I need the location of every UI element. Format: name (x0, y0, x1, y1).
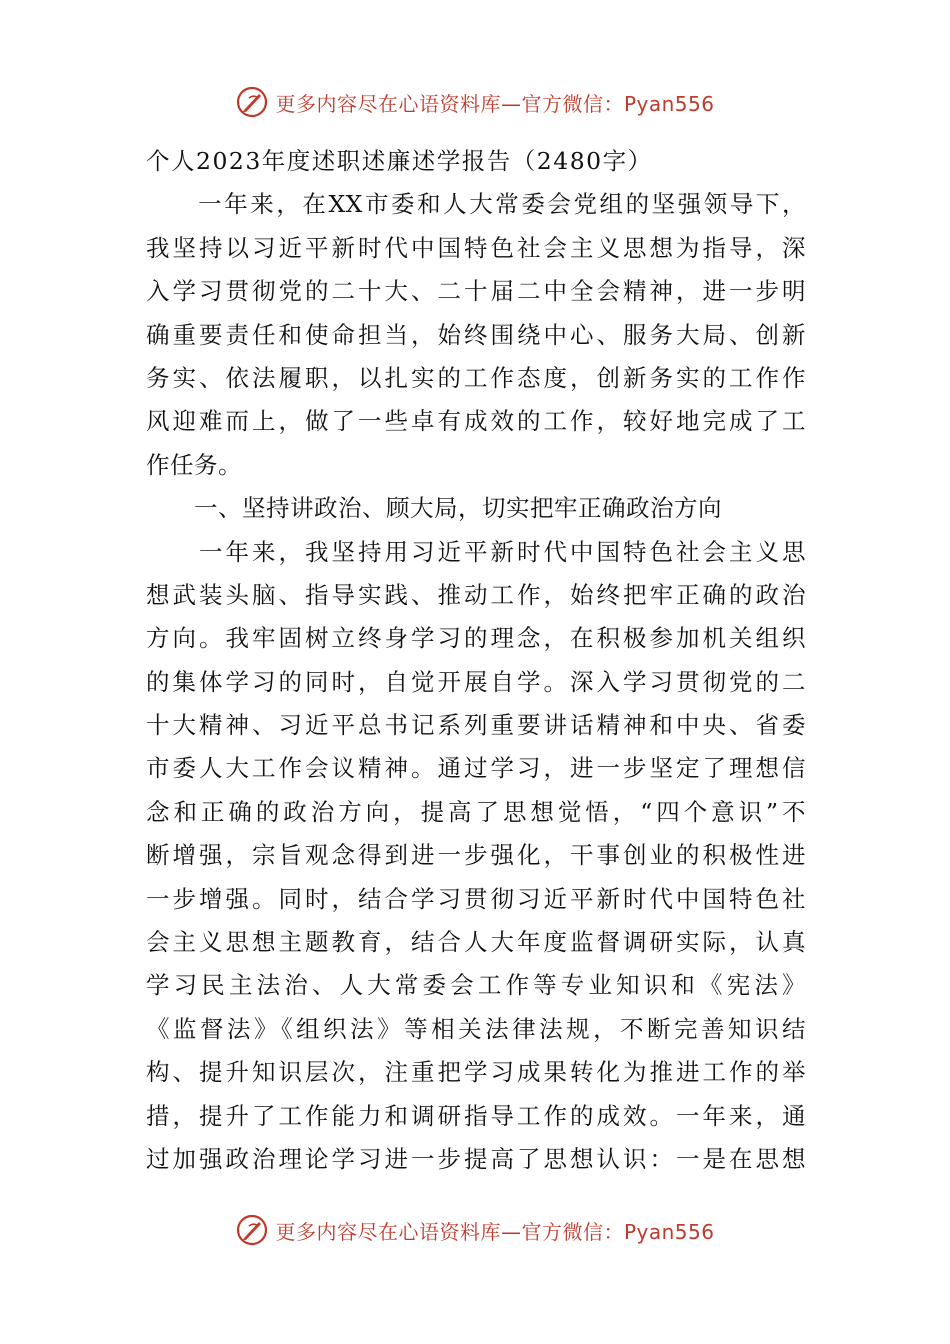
section-heading: 一、坚持讲政治、顾大局，切实把牢正确政治方向 (146, 494, 722, 523)
paragraph-line: 市委人大工作会议精神。通过学习，进一步坚定了理想信 (146, 754, 806, 783)
paragraph-line: 过加强政治理论学习进一步提高了思想认识：一是在思想 (146, 1144, 806, 1173)
watermark-text: 更多内容尽在心语资料库—官方微信：Pyan556 (275, 91, 715, 116)
watermark-text: 更多内容尽在心语资料库—官方微信：Pyan556 (275, 1219, 715, 1244)
paragraph-line: 念和正确的政治方向，提高了思想觉悟，“四个意识”不 (146, 797, 806, 826)
paragraph-line: 构、提升知识层次，注重把学习成果转化为推进工作的举 (146, 1058, 806, 1087)
paragraph-line: 我坚持以习近平新时代中国特色社会主义思想为指导，深 (146, 233, 806, 262)
paragraph-line: 一年来，我坚持用习近平新时代中国特色社会主义思 (146, 537, 806, 566)
document-title: 个人2023年度述职述廉述学报告（2480字） (146, 147, 653, 175)
paragraph-line: 务实、依法履职，以扎实的工作态度，创新务实的工作作 (146, 363, 806, 392)
paragraph-line: 《监督法》《组织法》等相关法律法规，不断完善知识结 (146, 1014, 806, 1043)
paragraph-line: 风迎难而上，做了一些卓有成效的工作，较好地完成了工 (146, 407, 806, 436)
paragraph-line: 会主义思想主题教育，结合人大年度监督调研实际，认真 (146, 928, 806, 957)
quill-seal-icon (235, 1213, 269, 1247)
paragraph-line: 措，提升了工作能力和调研指导工作的成效。一年来，通 (146, 1101, 806, 1130)
paragraph-line: 的集体学习的同时，自觉开展自学。深入学习贯彻党的二 (146, 667, 806, 696)
quill-seal-icon (235, 85, 269, 119)
paragraph-line: 一步增强。同时，结合学习贯彻习近平新时代中国特色社 (146, 884, 806, 913)
paragraph-line: 确重要责任和使命担当，始终围绕中心、服务大局、创新 (146, 320, 806, 349)
paragraph-line: 十大精神、习近平总书记系列重要讲话精神和中央、省委 (146, 711, 806, 740)
paragraph-line: 作任务。 (146, 450, 242, 479)
watermark-footer (0, 1210, 950, 1250)
watermark-header (0, 82, 950, 122)
paragraph-line: 想武装头脑、指导实践、推动工作，始终把牢正确的政治 (146, 580, 806, 609)
paragraph-line: 学习民主法治、人大常委会工作等专业知识和《宪法》 (146, 971, 806, 1000)
paragraph-line: 一年来，在XX市委和人大常委会党组的坚强领导下， (146, 190, 806, 219)
paragraph-line: 断增强，宗旨观念得到进一步强化，干事创业的积极性进 (146, 841, 806, 870)
document-body (146, 140, 806, 1181)
paragraph-line: 入学习贯彻党的二十大、二十届二中全会精神，进一步明 (146, 277, 806, 306)
paragraph-line: 方向。我牢固树立终身学习的理念，在积极参加机关组织 (146, 624, 806, 653)
